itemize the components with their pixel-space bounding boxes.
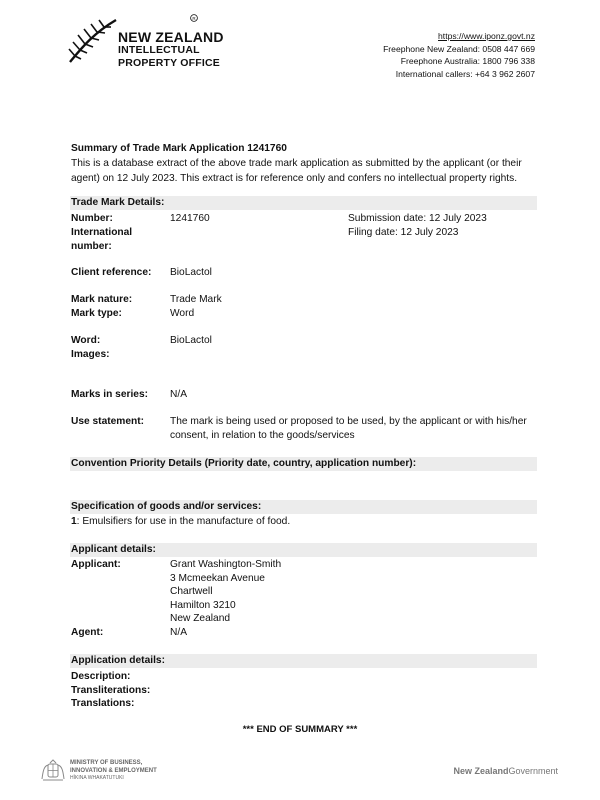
website-link[interactable]: https://www.iponz.govt.nz [438,31,535,41]
mbie-line-3: HĪKINA WHAKATUTUKI [70,775,124,781]
transliterations-label: Transliterations: [71,685,151,696]
applicant-country: New Zealand [170,613,231,624]
use-statement-value: The mark is being used or proposed to be used, by the applicant or with his/her consent, in relation to the goods/services [170,416,527,441]
registered-mark-icon [190,14,198,22]
word-value: BioLactol [170,335,212,346]
submission-date: Submission date: 12 July 2023 [348,213,487,224]
section-application-details: Application details: [70,654,537,668]
mark-type-label: Mark type: [71,308,122,319]
applicant-address [170,558,281,626]
mark-type-value: Word [170,308,195,319]
coat-of-arms-icon [40,758,66,784]
iponz-logo [66,16,236,72]
govt-brand: New Zealand [453,766,509,776]
logo-line-1: NEW ZEALAND [118,29,224,45]
mbie-line-2: INNOVATION & EMPLOYMENT [70,767,157,774]
mark-nature-value: Trade Mark [170,294,222,305]
filing-date: Filing date: 12 July 2023 [348,227,459,238]
number-label: Number: [71,213,113,224]
end-of-summary: *** END OF SUMMARY *** [242,724,358,735]
section-convention-priority: Convention Priority Details (Priority date, country, application number): [70,457,537,471]
mark-nature-label: Mark nature: [71,294,133,305]
use-statement-label: Use statement: [71,416,145,427]
class-text: : Emulsifiers for use in the manufacture of food. [76,516,291,527]
page-title: Summary of Trade Mark Application 1241760 [71,143,287,154]
logo-line-3: PROPERTY OFFICE [118,57,220,69]
word-label: Word: [71,335,101,346]
applicant-name: Grant Washington-Smith [170,559,282,570]
specification-item [71,515,290,529]
svg-text:R: R [192,15,196,21]
class-number: 1 [71,516,77,527]
intro-text: This is a database extract of the above trade mark application as submitted by the applicant (or their agent) on 12 July 2023. This extract is for reference only and confers no intellectual property rights. [71,158,522,184]
description-label: Description: [71,671,131,682]
silver-fern-icon [66,16,118,64]
client-reference-label: Client reference: [71,267,152,278]
mbie-wordmark [70,760,157,783]
international-phone: International callers: +64 3 962 2607 [395,68,535,79]
agent-value: N/A [170,627,187,638]
applicant-label: Applicant: [71,559,121,570]
mbie-line-1: MINISTRY OF BUSINESS, [70,760,143,766]
applicant-street: 3 Mcmeekan Avenue [170,572,265,584]
number-value: 1241760 [170,213,210,224]
contact-info [383,30,535,80]
marks-in-series-label: Marks in series: [71,389,149,400]
section-trade-mark-details: Trade Mark Details: [70,196,537,210]
section-specification: Specification of goods and/or services: [70,500,537,514]
freephone-au: Freephone Australia: 1800 796 338 [400,56,535,67]
logo-wordmark [118,30,224,70]
freephone-nz: Freephone New Zealand: 0508 447 669 [383,43,535,54]
client-reference-value: BioLactol [170,267,212,278]
applicant-suburb: Chartwell [170,586,213,597]
govt-suffix: Government [508,766,558,776]
section-applicant-details: Applicant details: [70,543,537,557]
agent-label: Agent: [71,627,104,638]
applicant-city: Hamilton 3210 [170,599,236,611]
translations-label: Translations: [71,698,135,709]
nz-government-logo [453,766,558,776]
marks-in-series-value: N/A [170,389,187,400]
images-label: Images: [71,349,110,360]
logo-line-2: INTELLECTUAL [118,44,200,56]
international-number-label: International number: [71,227,133,252]
